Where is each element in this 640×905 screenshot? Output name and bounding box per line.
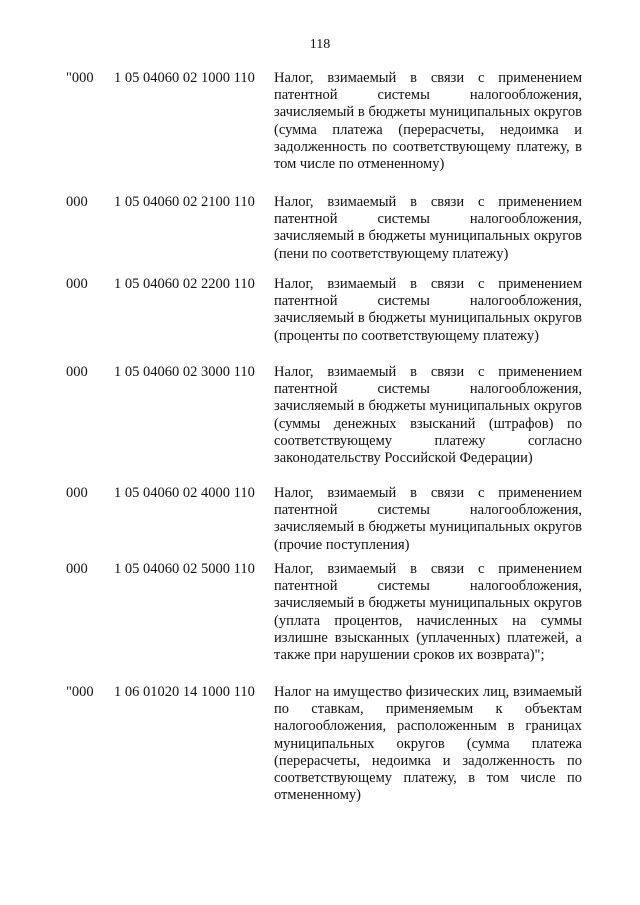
- kbk-code: 1 05 04060 02 5000 110: [114, 561, 255, 577]
- table-row: [66, 70, 582, 194]
- budget-classification-table: [66, 70, 582, 804]
- table-row: [66, 561, 582, 684]
- table-row: [66, 276, 582, 364]
- kbk-code: 1 05 04060 02 2200 110: [114, 276, 255, 292]
- table-row: [66, 194, 582, 276]
- row-description: Налог, взимаемый в связи с применением патентной системы налогообложения, зачисляемый в бюджеты муниципальных округов (суммы денежных взысканий (штрафов) по соответствующему платежу согласно законодательству Российской Федерации): [274, 364, 582, 467]
- admin-code: 000: [66, 194, 88, 210]
- admin-code: "000: [66, 684, 94, 700]
- admin-code: 000: [66, 561, 88, 577]
- table-row: [66, 684, 582, 804]
- kbk-code: 1 05 04060 02 4000 110: [114, 485, 255, 501]
- row-description: Налог, взимаемый в связи с применением патентной системы налогообложения, зачисляемый в бюджеты муниципальных округов (сумма платежа (перерасчеты, недоимка и задолженность по соответствующему платежу, в том числе по отмененному): [274, 70, 582, 173]
- row-description: Налог на имущество физических лиц, взимаемый по ставкам, применяемым к объектам налогообложения, расположенным в границах муниципальных округов (сумма платежа (перерасчеты, недоимка и задолженность по соответствующему платежу, в том числе по отмененному): [274, 684, 582, 804]
- kbk-code: 1 05 04060 02 1000 110: [114, 70, 255, 86]
- kbk-code: 1 06 01020 14 1000 110: [114, 684, 255, 700]
- kbk-code: 1 05 04060 02 3000 110: [114, 364, 255, 380]
- admin-code: "000: [66, 70, 94, 86]
- kbk-code: 1 05 04060 02 2100 110: [114, 194, 255, 210]
- table-row: [66, 485, 582, 561]
- row-description: Налог, взимаемый в связи с применением патентной системы налогообложения, зачисляемый в бюджеты муниципальных округов (прочие поступления): [274, 485, 582, 553]
- row-description: Налог, взимаемый в связи с применением патентной системы налогообложения, зачисляемый в бюджеты муниципальных округов (уплата процентов, начисленных на суммы излишне взысканных (уплаченных) платежей, а также при нарушении сроков их возврата)";: [274, 561, 582, 664]
- admin-code: 000: [66, 276, 88, 292]
- admin-code: 000: [66, 485, 88, 501]
- page-number: 118: [309, 37, 331, 52]
- row-description: Налог, взимаемый в связи с применением патентной системы налогообложения, зачисляемый в бюджеты муниципальных округов (пени по соответствующему платежу): [274, 194, 582, 262]
- table-row: [66, 364, 582, 485]
- row-description: Налог, взимаемый в связи с применением патентной системы налогообложения, зачисляемый в бюджеты муниципальных округов (проценты по соответствующему платежу): [274, 276, 582, 344]
- admin-code: 000: [66, 364, 88, 380]
